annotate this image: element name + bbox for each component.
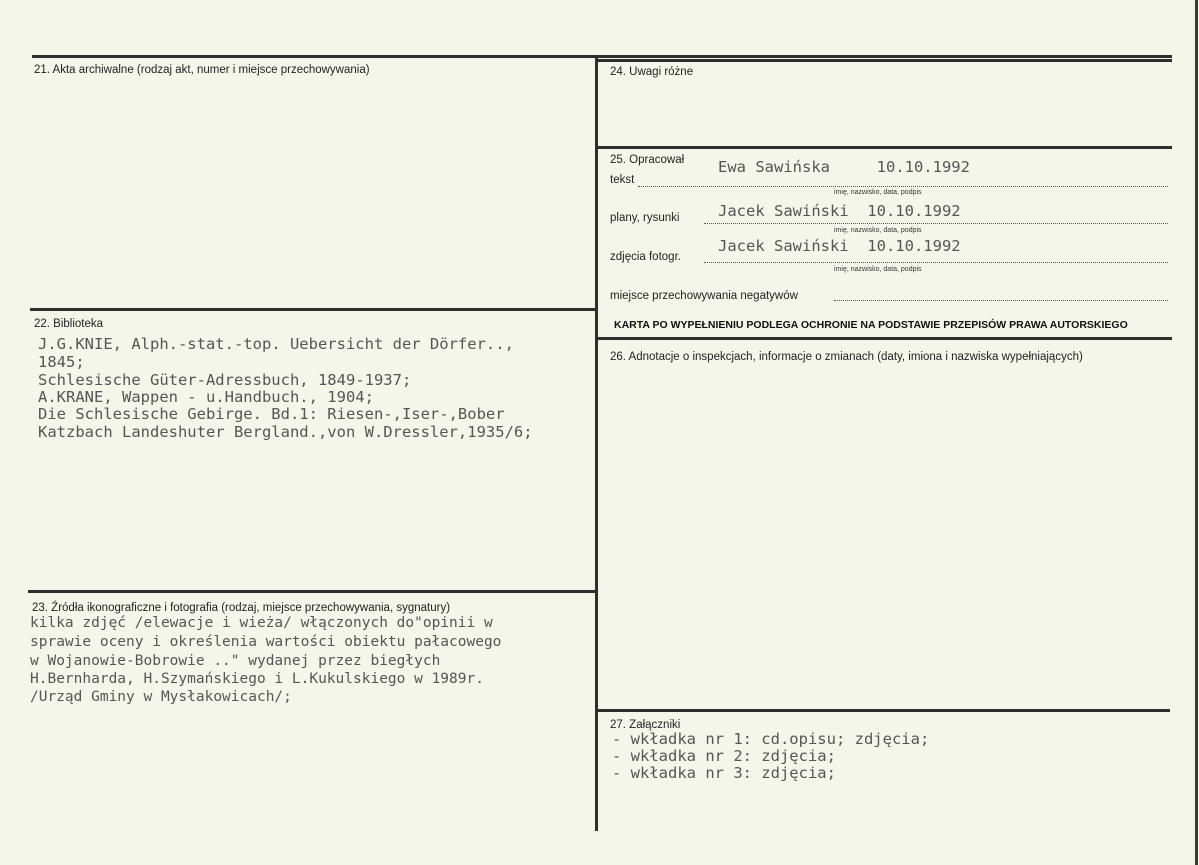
center-divider <box>595 55 598 831</box>
section-23-line: sprawie oceny i określenia wartości obiektu pałacowego <box>30 634 502 650</box>
section-27-line: - wkładka nr 2: zdjęcia; <box>612 747 836 765</box>
section-22-label: 22. Biblioteka <box>34 318 104 330</box>
photos-author-label: zdjęcia fotogr. <box>610 251 681 263</box>
section-23-line: H.Bernharda, H.Szymańskiego i L.Kukulskiego w 1989r. <box>30 671 484 687</box>
section-22-line: A.KRANE, Wappen - u.Handbuch., 1904; <box>38 388 374 406</box>
rule-25-26 <box>597 337 1172 340</box>
section-27-line: - wkładka nr 1: cd.opisu; zdjęcia; <box>612 730 930 748</box>
top-rule <box>32 55 1172 58</box>
section-24-label: 24. Uwagi różne <box>610 66 694 78</box>
card-right-edge <box>1195 0 1198 865</box>
photos-author-line <box>704 262 1168 263</box>
section-23-line: /Urząd Gminy w Mysłakowicach/; <box>30 689 292 705</box>
section-27-label: 27. Załączniki <box>610 719 681 731</box>
rule-21-22 <box>30 308 597 311</box>
section-22-line: 1845; <box>38 353 85 371</box>
plans-author-label: plany, rysunki <box>610 212 680 224</box>
text-author-hint: imię, nazwisko, data, podpis <box>834 189 922 196</box>
negatives-line <box>834 300 1168 301</box>
section-21-label: 21. Akta archiwalne (rodzaj akt, numer i miejsce przechowywania) <box>34 64 370 76</box>
section-27-line: - wkładka nr 3: zdjęcia; <box>612 764 836 782</box>
text-author-value: Ewa Sawińska 10.10.1992 <box>718 158 970 176</box>
section-25-label: 25. Opracował <box>610 154 685 166</box>
rule-22-23 <box>28 590 597 593</box>
section-23-label: 23. Źródła ikonograficzne i fotografia (rodzaj, miejsce przechowywania, sygnatury) <box>32 602 451 614</box>
rule-26-27 <box>597 709 1170 712</box>
plans-author-hint: imię, nazwisko, data, podpis <box>834 227 922 234</box>
photos-author-hint: imię, nazwisko, data, podpis <box>834 266 922 273</box>
section-23-line: w Wojanowie-Bobrowie .." wydanej przez biegłych <box>30 653 441 669</box>
negatives-label: miejsce przechowywania negatywów <box>610 290 798 302</box>
plans-author-value: Jacek Sawiński 10.10.1992 <box>718 202 961 220</box>
section-22-line: Die Schlesische Gebirge. Bd.1: Riesen-,Iser-,Bober <box>38 405 505 423</box>
section-22-line: Schlesische Güter-Adressbuch, 1849-1937; <box>38 371 412 389</box>
right-top-rule <box>597 59 1172 62</box>
text-author-label: tekst <box>610 174 635 186</box>
section-23-line: kilka zdjęć /elewacje i wieża/ włączonych do"opinii w <box>30 615 493 631</box>
plans-author-line <box>704 223 1168 224</box>
copyright-note: KARTA PO WYPEŁNIENIU PODLEGA OCHRONIE NA PODSTAWIE PRZEPISÓW PRAWA AUTORSKIEGO <box>614 319 1128 331</box>
photos-author-value: Jacek Sawiński 10.10.1992 <box>718 237 961 255</box>
section-26-label: 26. Adnotacje o inspekcjach, informacje o zmianach (daty, imiona i nazwiska wypełniających) <box>610 351 1083 363</box>
text-author-line <box>638 186 1168 187</box>
rule-24-25 <box>597 146 1172 149</box>
section-22-line: Katzbach Landeshuter Bergland.,von W.Dressler,1935/6; <box>38 423 533 441</box>
section-22-line: J.G.KNIE, Alph.-stat.-top. Uebersicht der Dörfer.., <box>38 335 514 353</box>
